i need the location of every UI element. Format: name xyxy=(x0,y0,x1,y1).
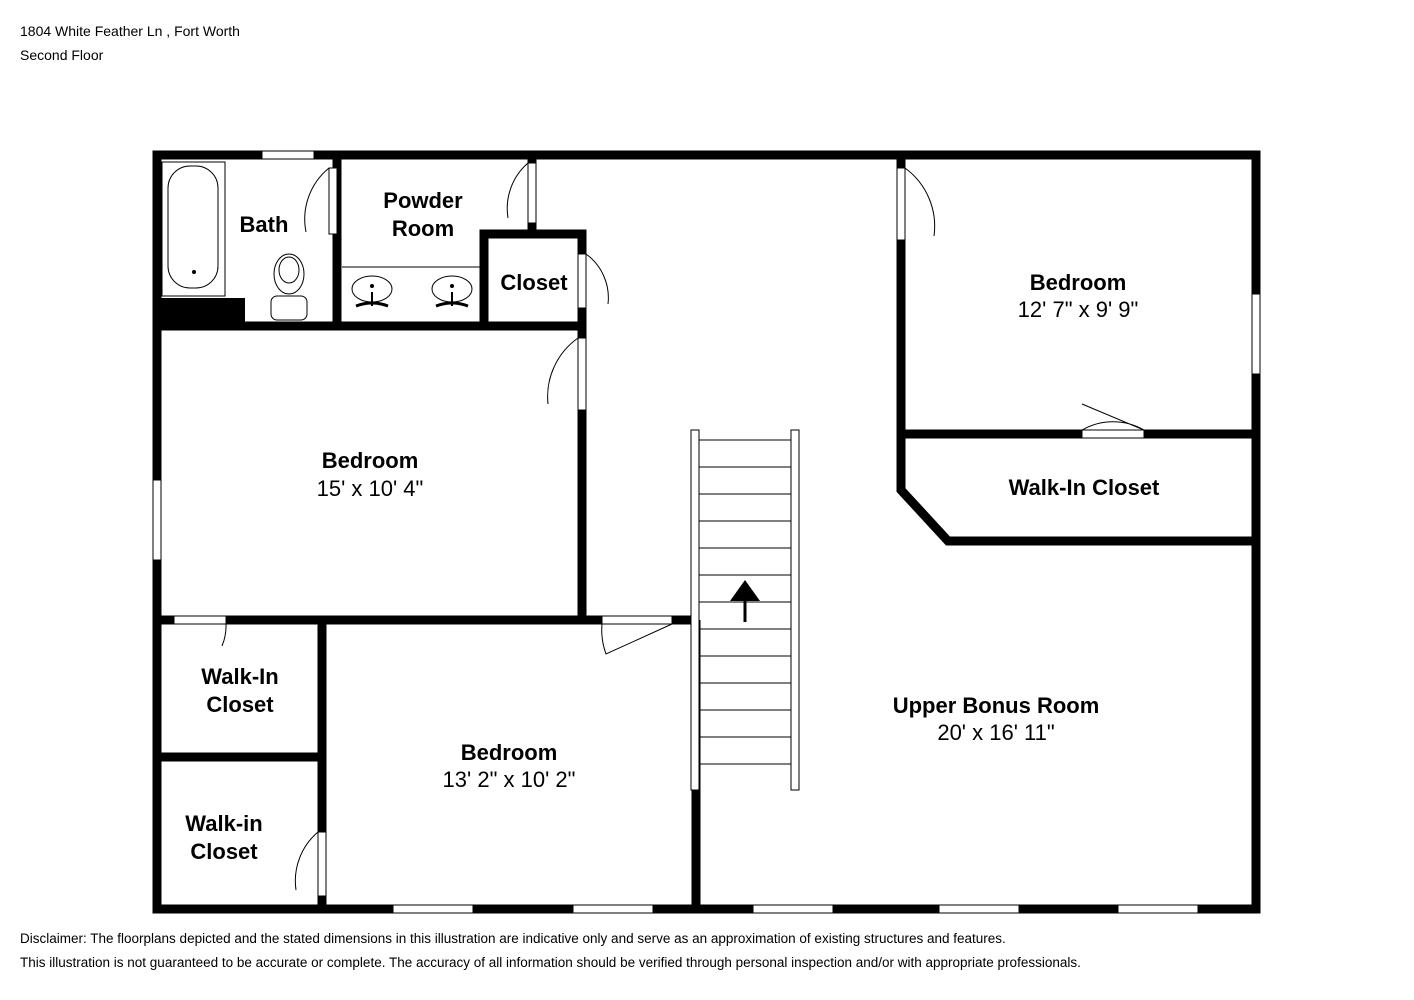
door-walkin-sw2 xyxy=(295,832,326,896)
door-walkin-sw1 xyxy=(174,616,226,646)
vanity xyxy=(342,267,484,306)
sink-icon xyxy=(352,276,392,306)
door-closet xyxy=(578,254,608,308)
window xyxy=(393,905,473,913)
walk-in-closet-label: Walk-In Closet xyxy=(1008,475,1160,500)
toilet xyxy=(271,254,307,320)
sink-icon xyxy=(432,276,472,306)
window xyxy=(262,151,314,159)
window xyxy=(573,905,653,913)
bath-label: Bath xyxy=(239,212,289,237)
disclaimer-line: This illustration is not guaranteed to be accurate or complete. The accuracy of all information should be verified through personal inspection and/or with appropriate professionals. xyxy=(20,955,1081,970)
up-arrow-icon xyxy=(730,580,760,622)
door-powder xyxy=(507,163,536,223)
bedroom-dimensions: 15' x 10' 4" xyxy=(316,476,424,501)
bedroom-label: Bedroom xyxy=(321,448,419,473)
door-bedroom-ne-closet xyxy=(1082,404,1144,438)
door-bedroom-s xyxy=(602,616,672,654)
bedroom-label: Bedroom xyxy=(460,740,558,765)
bedroom-dimensions: 13' 2" x 10' 2" xyxy=(442,767,576,792)
window xyxy=(939,905,1019,913)
bathtub xyxy=(162,162,225,296)
closet-label: Closet xyxy=(500,270,568,295)
powder-room-label: Room xyxy=(391,216,455,241)
walk-in-closet-label: Closet xyxy=(190,839,258,864)
bedroom-label: Bedroom xyxy=(1029,270,1127,295)
address-text: 1804 White Feather Ln , Fort Worth xyxy=(20,23,240,39)
door-bedroom-w xyxy=(548,338,586,410)
bedroom-dimensions: 12' 7" x 9' 9" xyxy=(1017,297,1139,322)
walk-in-closet-label: Closet xyxy=(206,692,274,717)
bath-cabinet xyxy=(161,298,245,324)
door-bath xyxy=(305,168,337,234)
bonus-room-dimensions: 20' x 16' 11" xyxy=(937,720,1055,745)
floor-label: Second Floor xyxy=(20,47,104,63)
window xyxy=(153,480,161,560)
walk-in-closet-label: Walk-in xyxy=(185,811,263,836)
door-bedroom-ne xyxy=(897,168,935,240)
window xyxy=(753,905,833,913)
bonus-room-label: Upper Bonus Room xyxy=(892,693,1100,718)
walls xyxy=(157,155,1256,909)
window xyxy=(1252,294,1260,374)
walk-in-closet-label: Walk-In xyxy=(201,664,279,689)
window xyxy=(1118,905,1198,913)
powder-room-label: Powder xyxy=(383,188,463,213)
disclaimer-line: Disclaimer: The floorplans depicted and the stated dimensions in this illustration are indicative only and serve as an approximation of existing structures and features. xyxy=(20,931,1006,946)
